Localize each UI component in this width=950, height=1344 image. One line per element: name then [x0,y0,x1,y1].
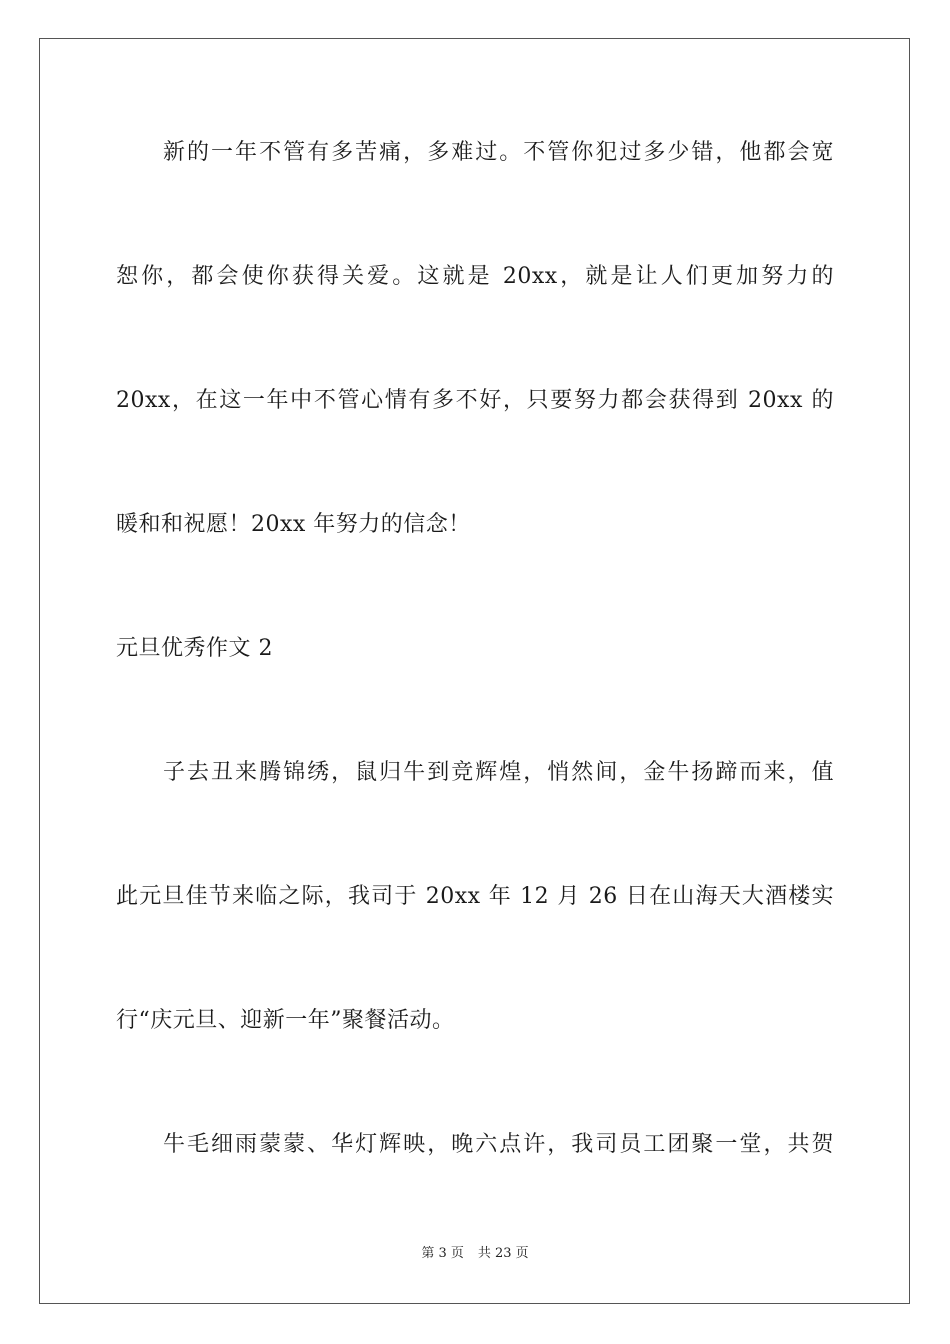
paragraph-line: 新的一年不管有多苦痛，多难过。不管你犯过多少错，他都会宽 [163,140,834,165]
page-footer [0,1245,950,1263]
page-total: 共 23 页 [477,1246,529,1261]
paragraph-line: 20xx，在这一年中不管心情有多不好，只要努力都会获得到 20xx 的 [116,388,834,413]
paragraph-line: 暖和和祝愿！20xx 年努力的信念！ [116,512,471,537]
paragraph-line: 此元旦佳节来临之际，我司于 20xx 年 12 月 26 日在山海天大酒楼实 [116,884,834,909]
paragraph-line: 牛毛细雨蒙蒙、华灯辉映，晚六点许，我司员工团聚一堂，共贺 [163,1132,834,1157]
paragraph-line: 恕你，都会使你获得关爱。这就是 20xx，就是让人们更加努力的 [116,264,834,289]
section-heading: 元旦优秀作文 2 [116,636,273,661]
page-number: 第 3 页 [421,1246,464,1261]
paragraph-line: 行“庆元旦、迎新一年”聚餐活动。 [116,1008,455,1033]
page-border [39,38,910,1304]
paragraph-line: 子去丑来腾锦绣，鼠归牛到竞辉煌，悄然间，金牛扬蹄而来，值 [163,760,834,785]
